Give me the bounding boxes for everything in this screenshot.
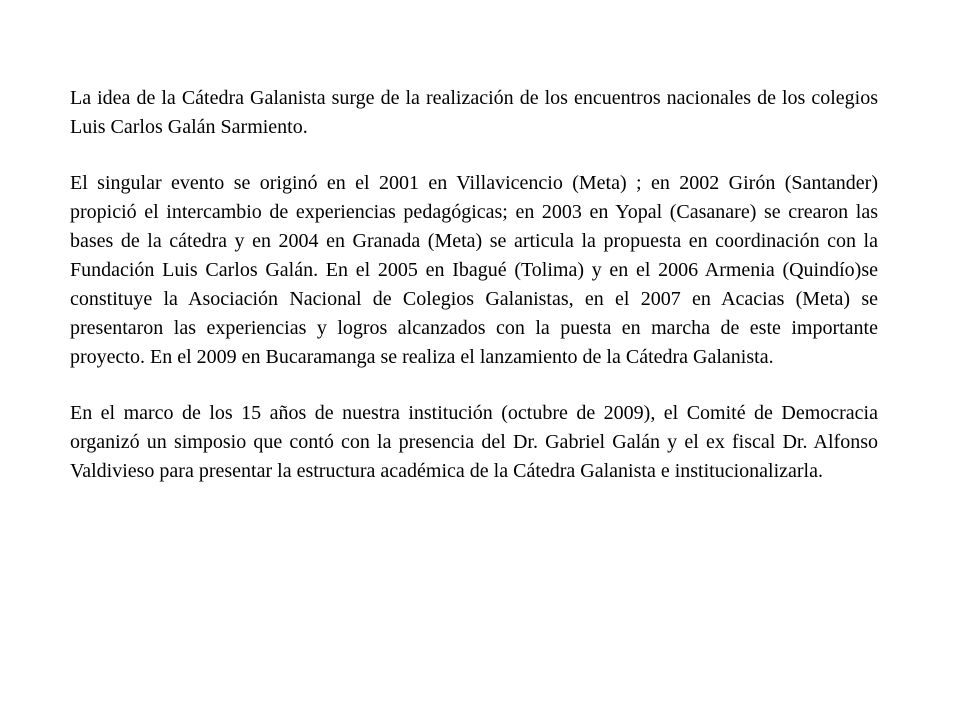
paragraph-symposium: En el marco de los 15 años de nuestra institución (octubre de 2009), el Comité de Democracia organizó un simposio que contó con la presencia del Dr. Gabriel Galán y el ex fiscal Dr. Alfonso Valdivieso para presentar la estructura académica de la Cátedra Galanista e institucionalizarla. xyxy=(70,402,878,482)
paragraph-history: El singular evento se originó en el 2001 en Villavicencio (Meta) ; en 2002 Girón (Santander) propició el intercambio de experiencias pedagógicas; en 2003 en Yopal (Casanare) se crearon las bases de la cátedra y en 2004 en Granada (Meta) se articula la propuesta en coordinación con la Fundación Luis Carlos Galán. En el 2005 en Ibagué (Tolima) y en el 2006 Armenia (Quindío)se constituye la Asociación Nacional de Colegios Galanistas, en el 2007 en Acacias (Meta) se presentaron las experiencias y logros alcanzados con la puesta en marcha de este importante proyecto. En el 2009 en Bucaramanga se realiza el lanzamiento de la Cátedra Galanista. xyxy=(70,172,878,368)
paragraph-origin: La idea de la Cátedra Galanista surge de la realización de los encuentros nacionales de los colegios Luis Carlos Galán Sarmiento. xyxy=(70,87,878,138)
text-body xyxy=(70,84,878,486)
